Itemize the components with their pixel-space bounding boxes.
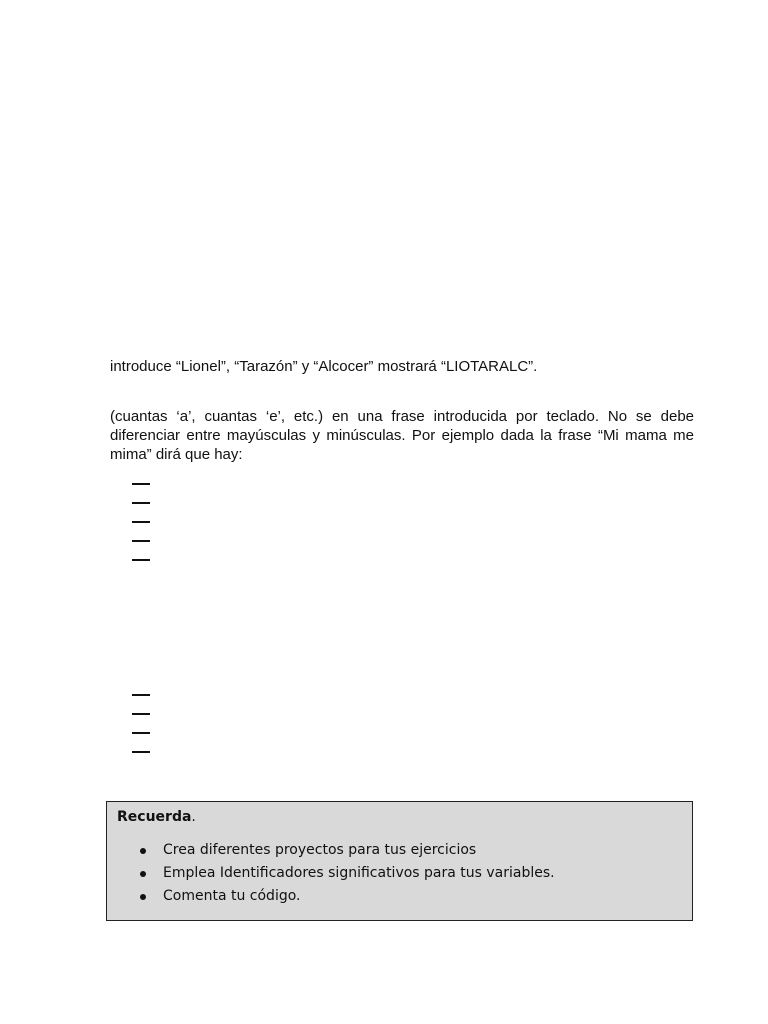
reminder-title-bold: Recuerda (117, 809, 192, 825)
bullet-icon (140, 871, 146, 877)
bullet-icon (140, 894, 146, 900)
paragraph-exercise-description: (cuantas ‘a’, cuantas ‘e’, etc.) en una frase introducida por teclado. No se debe diferenciar entre mayúsculas y minúsculas. Por ejemplo dada la frase “Mi mama me mima” dirá que hay: (110, 408, 694, 463)
dash-bullet-icon (132, 559, 150, 561)
dash-bullet-icon (132, 751, 150, 753)
paragraph-example-output: introduce “Lionel”, “Tarazón” y “Alcocer” mostrará “LIOTARALC”. (110, 358, 538, 375)
reminder-item-text: Crea diferentes proyectos para tus ejercicios (163, 842, 477, 858)
bullet-icon (140, 848, 146, 854)
reminder-item-text: Comenta tu código. (163, 888, 301, 904)
reminder-box (106, 801, 693, 921)
reminder-item (107, 839, 692, 862)
dash-bullet-icon (132, 713, 150, 715)
reminder-list (107, 839, 692, 908)
dash-bullet-icon (132, 521, 150, 523)
reminder-title (117, 809, 196, 825)
dash-bullet-icon (132, 694, 150, 696)
reminder-item (107, 862, 692, 885)
dash-bullet-icon (132, 732, 150, 734)
dash-bullet-icon (132, 483, 150, 485)
dash-bullet-icon (132, 540, 150, 542)
dash-bullet-icon (132, 502, 150, 504)
reminder-item-text: Emplea Identificadores significativos para tus variables. (163, 865, 555, 881)
reminder-title-suffix: . (191, 809, 196, 825)
reminder-item (107, 885, 692, 908)
